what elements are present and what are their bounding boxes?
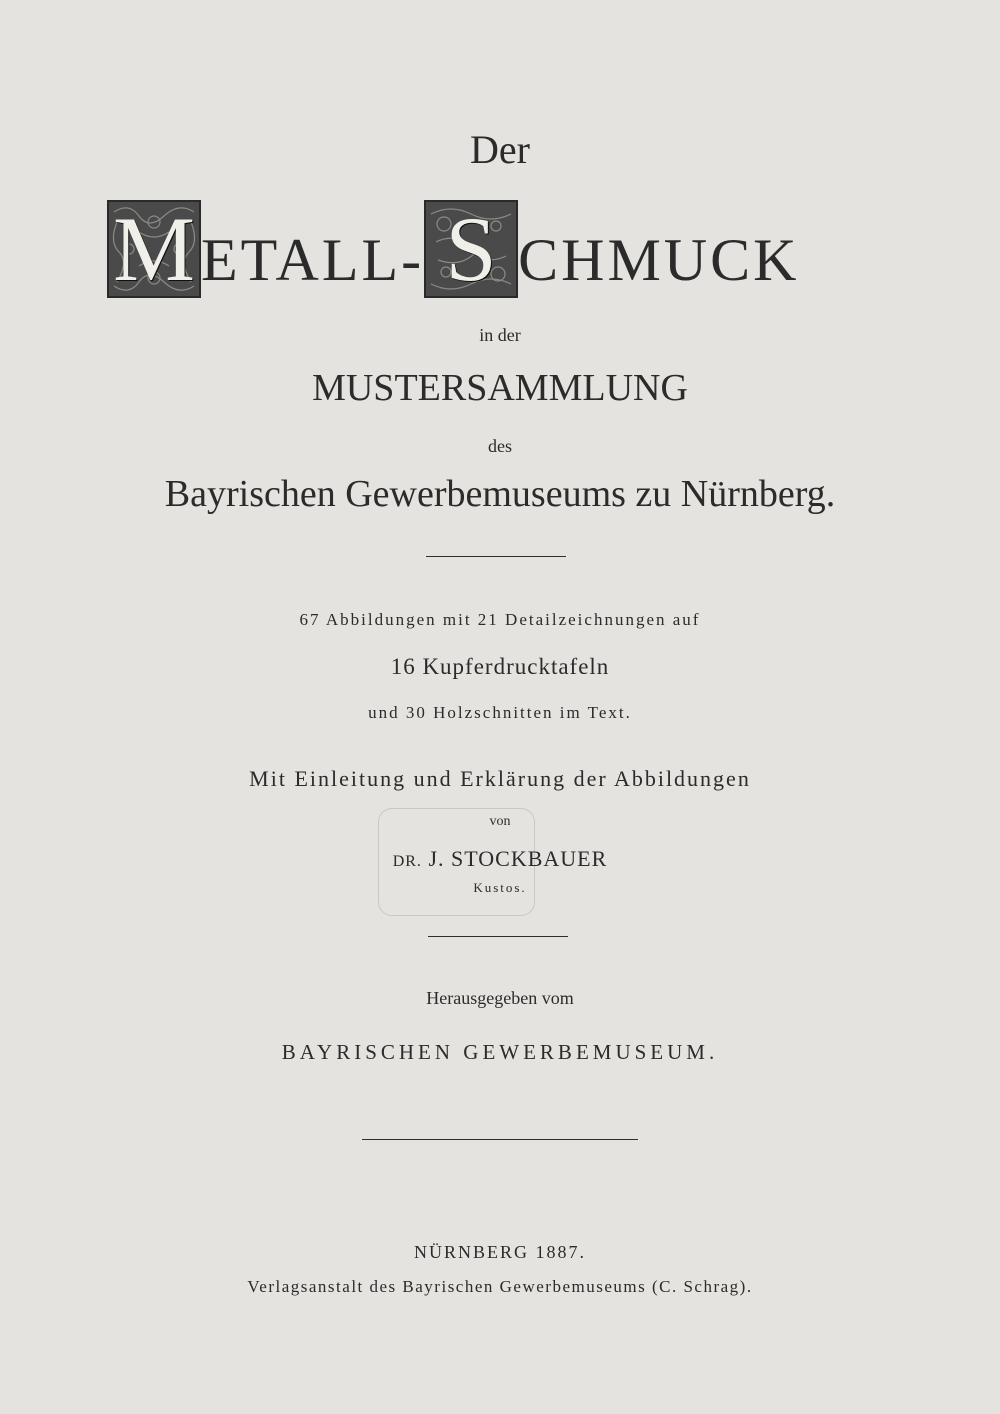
subtitle-museum: Bayrischen Gewerbemuseums zu Nürnberg. [164, 473, 836, 515]
author-role: Kustos. [473, 880, 527, 895]
imprint-verlag: Verlagsanstalt des Bayrischen Gewerbemuseums (C. Schrag). [247, 1277, 753, 1296]
subtitle-in-der: in der [479, 325, 521, 345]
decorated-initial-s [424, 200, 518, 298]
initial-letter-s: S [445, 198, 497, 300]
publisher-herausgegeben: Herausgegeben vom [426, 988, 574, 1008]
title-word-2: CHMUCK [518, 227, 800, 293]
main-title [107, 198, 800, 298]
imprint-city-year: NÜRNBERG 1887. [413, 1242, 586, 1262]
divider-rule [428, 936, 568, 937]
divider-rule [426, 556, 566, 557]
author-von: von [489, 814, 511, 829]
author-name: J. STOCKBAUER [428, 846, 608, 871]
decorated-initial-m [107, 200, 201, 298]
subtitle-des: des [488, 436, 512, 456]
title-word-1: ETALL- [201, 227, 425, 293]
subtitle-mustersammlung: MUSTERSAMMLUNG [312, 367, 688, 409]
contents-line-3: und 30 Holzschnitten im Text. [368, 703, 632, 722]
author-title: DR. [392, 853, 422, 870]
publisher-museum: BAYRISCHEN GEWERBEMUSEUM. [281, 1040, 719, 1064]
divider-rule [362, 1139, 638, 1140]
contents-line-2: 16 Kupferdrucktafeln [390, 654, 610, 679]
title-der: Der [470, 127, 530, 172]
initial-letter-m: M [113, 198, 195, 300]
contents-line-1: 67 Abbildungen mit 21 Detailzeichnungen auf [299, 610, 701, 629]
author-name-line [0, 846, 1000, 872]
contents-line-4: Mit Einleitung und Erklärung der Abbildungen [249, 766, 751, 791]
